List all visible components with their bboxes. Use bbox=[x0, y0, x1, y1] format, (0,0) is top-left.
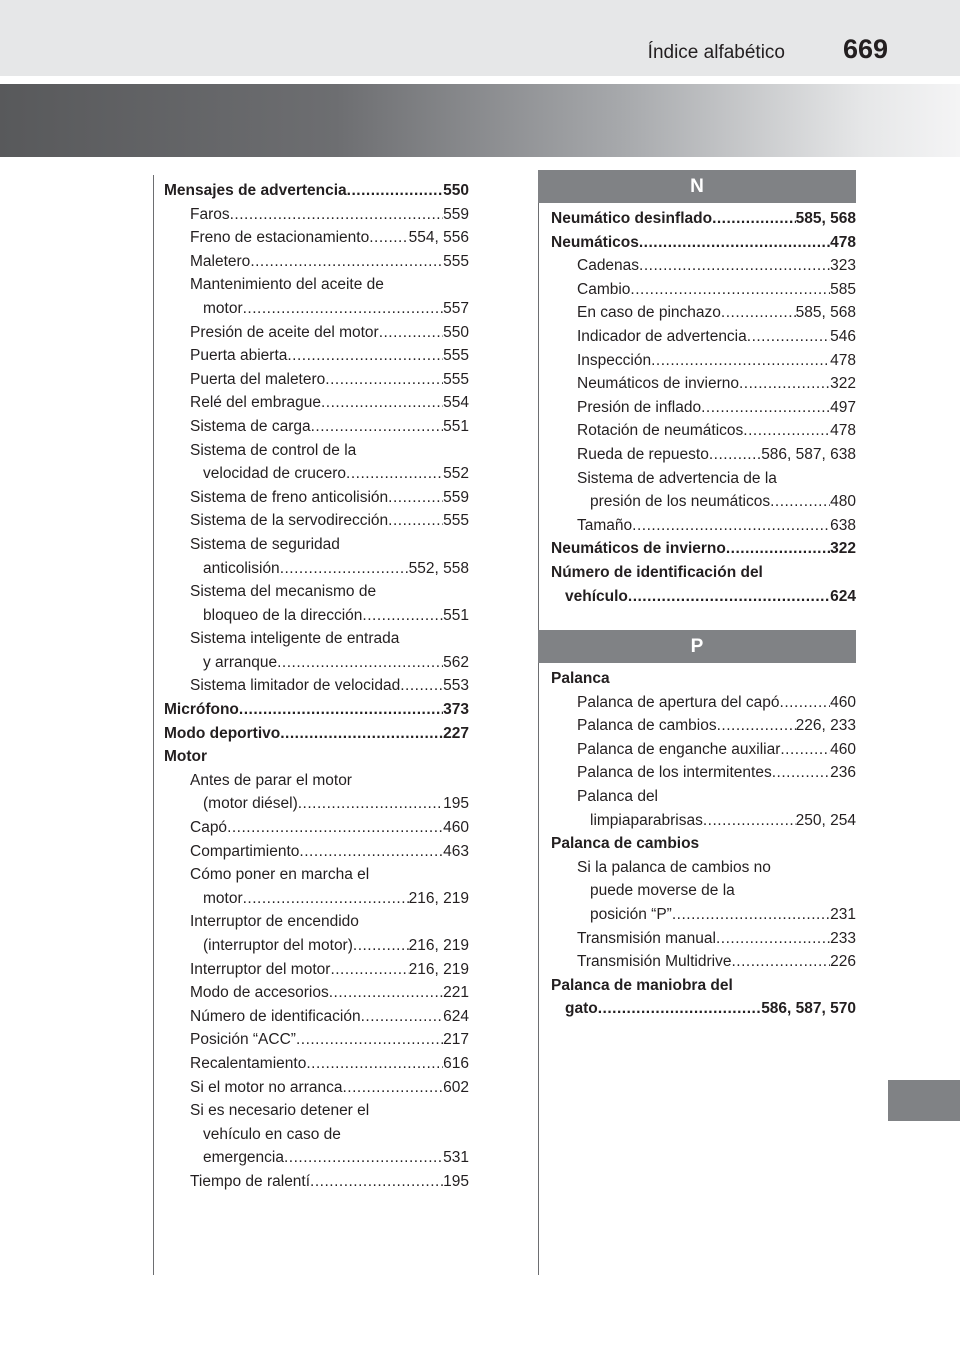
index-entry bbox=[551, 997, 856, 1021]
index-entry-pages: 559 bbox=[443, 488, 469, 506]
index-column-right-n bbox=[551, 207, 856, 608]
index-entry-pages: 480 bbox=[830, 493, 856, 511]
index-entry-pages: 373 bbox=[443, 701, 469, 719]
index-entry-term: Neumáticos de invierno bbox=[577, 375, 739, 393]
index-entry-pages: 497 bbox=[830, 398, 856, 416]
index-entry-term: Sistema limitador de velocidad bbox=[190, 677, 401, 695]
dot-leader bbox=[361, 1005, 444, 1029]
index-entry-term: Indicador de advertencia bbox=[577, 327, 747, 345]
index-entry-term: Número de identificación bbox=[190, 1007, 361, 1025]
index-entry bbox=[551, 396, 856, 420]
index-entry-pages: 554 bbox=[443, 394, 469, 412]
index-subentry-text: Palanca del bbox=[577, 787, 659, 805]
index-entry bbox=[164, 1052, 469, 1076]
dot-leader bbox=[628, 585, 830, 609]
index-entry-term: presión de los neumáticos bbox=[590, 493, 771, 511]
index-entry-term: (motor diésel) bbox=[203, 795, 298, 813]
index-entry-term: Posición “ACC” bbox=[190, 1031, 296, 1049]
index-subentry-text: Si la palanca de cambios no bbox=[577, 858, 771, 876]
dot-leader bbox=[747, 325, 830, 349]
index-entry bbox=[164, 250, 469, 274]
index-entry-pages: 624 bbox=[830, 587, 856, 605]
index-subentry-text: Cómo poner en marcha el bbox=[190, 866, 370, 884]
index-entry-term: motor bbox=[203, 889, 243, 907]
dot-leader bbox=[770, 490, 830, 514]
index-entry bbox=[551, 691, 856, 715]
index-entry-term: Compartimiento bbox=[190, 842, 300, 860]
dot-leader bbox=[321, 391, 443, 415]
index-entry bbox=[551, 537, 856, 561]
page-title: Índice alfabético bbox=[647, 42, 785, 63]
index-entry bbox=[164, 958, 469, 982]
index-entry bbox=[164, 934, 469, 958]
index-entry-pages: 586, 587, 570 bbox=[761, 1000, 856, 1018]
index-entry-term: gato bbox=[565, 1000, 598, 1018]
dot-leader bbox=[379, 321, 443, 345]
index-entry bbox=[551, 950, 856, 974]
index-entry bbox=[164, 1146, 469, 1170]
index-entry-term: Cadenas bbox=[577, 257, 640, 275]
index-entry-pages: 624 bbox=[443, 1007, 469, 1025]
index-entry-pages: 531 bbox=[443, 1149, 469, 1167]
index-entry bbox=[164, 604, 469, 628]
index-entry-pages: 602 bbox=[443, 1078, 469, 1096]
index-entry bbox=[164, 462, 469, 486]
index-entry-term: Maletero bbox=[190, 252, 251, 270]
dot-leader bbox=[362, 604, 443, 628]
index-entry bbox=[551, 927, 856, 951]
index-entry bbox=[164, 179, 469, 203]
index-entry-term: Transmisión manual bbox=[577, 929, 716, 947]
dot-leader bbox=[298, 792, 443, 816]
index-heading: Número de identificación del bbox=[551, 563, 763, 581]
dot-leader bbox=[311, 415, 444, 439]
index-entry-pages: 236 bbox=[830, 764, 856, 782]
dot-leader bbox=[709, 443, 761, 467]
index-entry-pages: 559 bbox=[443, 205, 469, 223]
index-entry-pages: 195 bbox=[443, 795, 469, 813]
dot-leader bbox=[369, 226, 408, 250]
header-band bbox=[0, 0, 960, 76]
index-entry bbox=[551, 903, 856, 927]
dot-leader bbox=[632, 514, 830, 538]
dot-leader bbox=[598, 997, 761, 1021]
index-subentry-text: Antes de parar el motor bbox=[190, 771, 352, 789]
index-entry bbox=[164, 415, 469, 439]
index-entry-term: Tiempo de ralentí bbox=[190, 1172, 311, 1190]
dot-leader bbox=[280, 557, 409, 581]
index-entry-pages: 217 bbox=[443, 1031, 469, 1049]
index-entry bbox=[164, 722, 469, 746]
dot-leader bbox=[743, 419, 830, 443]
dot-leader bbox=[701, 396, 830, 420]
dot-leader bbox=[277, 651, 443, 675]
index-entry-term: Relé del embrague bbox=[190, 394, 321, 412]
index-entry-term: Presión de inflado bbox=[577, 398, 702, 416]
dot-leader bbox=[780, 738, 830, 762]
index-entry bbox=[551, 254, 856, 278]
index-entry-pages: 478 bbox=[830, 233, 856, 251]
index-entry-pages: 585, 568 bbox=[795, 210, 856, 227]
dot-leader bbox=[388, 486, 443, 510]
index-entry bbox=[164, 674, 469, 698]
dot-leader bbox=[639, 231, 830, 255]
index-entry-pages: 585 bbox=[830, 280, 856, 298]
page-number: 669 bbox=[842, 34, 888, 64]
index-entry-term: Rueda de repuesto bbox=[577, 445, 709, 463]
index-entry-pages: 231 bbox=[830, 905, 856, 923]
index-subentry-text: puede moverse de la bbox=[590, 882, 735, 900]
index-entry-pages: 233 bbox=[830, 929, 856, 947]
dot-leader bbox=[325, 368, 443, 392]
index-entry-pages: 227 bbox=[443, 724, 469, 742]
dot-leader bbox=[630, 278, 830, 302]
index-entry-pages: 557 bbox=[443, 299, 469, 317]
index-entry bbox=[551, 207, 856, 231]
index-entry-term: emergencia bbox=[203, 1149, 284, 1167]
dot-leader bbox=[243, 297, 444, 321]
dot-leader bbox=[329, 981, 443, 1005]
dot-leader bbox=[239, 698, 443, 722]
dot-leader bbox=[347, 179, 443, 203]
index-entry bbox=[164, 368, 469, 392]
index-entry-term: Palanca de cambios bbox=[577, 717, 717, 735]
index-entry-pages: 616 bbox=[443, 1054, 469, 1072]
index-entry-pages: 551 bbox=[443, 606, 469, 624]
index-entry-pages: 555 bbox=[443, 347, 469, 365]
index-entry-term: limpiaparabrisas bbox=[590, 811, 703, 829]
index-entry-term: motor bbox=[203, 299, 243, 317]
index-entry bbox=[551, 714, 856, 738]
index-entry-term: Neumático desinflado bbox=[551, 210, 713, 227]
index-entry-pages: 478 bbox=[830, 422, 856, 440]
section-letter-n: N bbox=[538, 170, 856, 203]
index-entry bbox=[164, 297, 469, 321]
dot-leader bbox=[780, 691, 831, 715]
dot-leader bbox=[250, 250, 443, 274]
dot-leader bbox=[287, 344, 443, 368]
dot-leader bbox=[243, 887, 409, 911]
dot-leader bbox=[651, 349, 830, 373]
dot-leader bbox=[721, 301, 796, 325]
index-entry-pages: 555 bbox=[443, 370, 469, 388]
index-entry-pages: 195 bbox=[443, 1172, 469, 1190]
dot-leader bbox=[672, 903, 830, 927]
index-entry-term: Sistema de la servodirección bbox=[190, 512, 389, 530]
index-heading: Palanca de maniobra del bbox=[551, 976, 733, 994]
index-entry-term: Puerta abierta bbox=[190, 347, 288, 365]
index-entry-term: bloqueo de la dirección bbox=[203, 606, 363, 624]
index-entry bbox=[551, 372, 856, 396]
index-entry-pages: 216, 219 bbox=[408, 937, 469, 954]
dot-leader bbox=[726, 537, 830, 561]
index-entry bbox=[164, 1005, 469, 1029]
index-entry-pages: 460 bbox=[443, 819, 469, 837]
index-entry bbox=[551, 514, 856, 538]
dot-leader bbox=[346, 462, 443, 486]
index-heading: Palanca de cambios bbox=[551, 835, 700, 853]
dot-leader bbox=[739, 372, 830, 396]
index-entry bbox=[551, 443, 856, 467]
dot-leader bbox=[280, 722, 443, 746]
index-subentry-text: Sistema de control de la bbox=[190, 441, 357, 459]
index-entry-term: Presión de aceite del motor bbox=[190, 323, 379, 341]
index-entry bbox=[551, 349, 856, 373]
index-subentry-text: Sistema de advertencia de la bbox=[577, 469, 777, 487]
index-entry-term: Interruptor del motor bbox=[190, 960, 331, 978]
index-entry-term: Rotación de neumáticos bbox=[577, 422, 744, 440]
column-rule-left bbox=[153, 175, 154, 1275]
index-entry bbox=[551, 325, 856, 349]
index-entry bbox=[164, 203, 469, 227]
index-entry-pages: 463 bbox=[443, 842, 469, 860]
dot-leader bbox=[227, 816, 443, 840]
index-entry bbox=[551, 419, 856, 443]
index-entry-term: (interruptor del motor) bbox=[203, 937, 353, 954]
index-entry bbox=[164, 391, 469, 415]
index-entry-pages: 550 bbox=[443, 323, 469, 341]
index-column-left bbox=[164, 179, 469, 1194]
index-entry-pages: 460 bbox=[830, 740, 856, 758]
dot-leader bbox=[731, 950, 830, 974]
index-entry-term: Micrófono bbox=[164, 701, 239, 719]
index-entry-pages: 323 bbox=[830, 257, 856, 275]
index-entry bbox=[164, 509, 469, 533]
index-entry-term: Modo deportivo bbox=[164, 724, 281, 742]
index-entry-pages: 555 bbox=[443, 512, 469, 530]
index-subentry-text: vehículo en caso de bbox=[203, 1125, 341, 1143]
index-entry-pages: 322 bbox=[830, 375, 856, 393]
index-entry-pages: 585, 568 bbox=[795, 304, 856, 322]
dot-leader bbox=[353, 934, 409, 958]
index-subentry-text: Sistema del mecanismo de bbox=[190, 583, 377, 601]
index-entry-term: Si el motor no arranca bbox=[190, 1078, 343, 1096]
index-entry bbox=[551, 585, 856, 609]
index-entry-term: Palanca de enganche auxiliar bbox=[577, 740, 781, 758]
index-entry-pages: 221 bbox=[443, 984, 469, 1002]
index-entry bbox=[164, 486, 469, 510]
index-entry-term: anticolisión bbox=[203, 559, 280, 577]
column-rule-middle bbox=[538, 175, 539, 1275]
index-entry-term: Freno de estacionamiento bbox=[190, 229, 370, 247]
index-entry bbox=[164, 840, 469, 864]
index-entry bbox=[551, 490, 856, 514]
index-entry-pages: 551 bbox=[443, 417, 469, 435]
index-entry-term: y arranque bbox=[203, 653, 278, 671]
index-entry-pages: 586, 587, 638 bbox=[761, 445, 856, 463]
index-entry-pages: 216, 219 bbox=[408, 960, 469, 978]
index-entry-pages: 460 bbox=[830, 693, 856, 711]
decorative-gradient-band bbox=[0, 84, 960, 157]
dot-leader bbox=[716, 927, 830, 951]
index-column-right-p bbox=[551, 667, 856, 1021]
index-entry bbox=[551, 278, 856, 302]
index-entry bbox=[551, 809, 856, 833]
section-thumb-tab bbox=[888, 1080, 960, 1121]
index-entry-term: Palanca de los intermitentes bbox=[577, 764, 772, 782]
index-entry-term: vehículo bbox=[565, 587, 628, 605]
index-entry-term: Inspección bbox=[577, 351, 652, 369]
index-entry bbox=[551, 761, 856, 785]
index-entry-term: Mensajes de advertencia bbox=[164, 182, 347, 199]
section-letter-p: P bbox=[538, 630, 856, 663]
index-entry-term: Transmisión Multidrive bbox=[577, 953, 732, 971]
index-subentry-text: Mantenimiento del aceite de bbox=[190, 276, 384, 294]
index-entry bbox=[164, 1076, 469, 1100]
index-entry bbox=[164, 816, 469, 840]
index-entry-pages: 552, 558 bbox=[408, 559, 469, 577]
index-entry bbox=[164, 1028, 469, 1052]
index-entry bbox=[551, 738, 856, 762]
index-entry bbox=[164, 981, 469, 1005]
index-entry-term: Neumáticos bbox=[551, 233, 639, 251]
dot-leader bbox=[330, 958, 408, 982]
dot-leader bbox=[343, 1076, 444, 1100]
index-entry-pages: 554, 556 bbox=[408, 229, 469, 247]
dot-leader bbox=[284, 1146, 443, 1170]
index-entry-pages: 550 bbox=[443, 182, 469, 199]
dot-leader bbox=[299, 840, 443, 864]
index-entry bbox=[164, 651, 469, 675]
dot-leader bbox=[703, 809, 796, 833]
index-entry bbox=[551, 231, 856, 255]
dot-leader bbox=[230, 203, 444, 227]
dot-leader bbox=[296, 1028, 443, 1052]
index-entry-term: Cambio bbox=[577, 280, 631, 298]
index-entry-term: Faros bbox=[190, 205, 230, 223]
index-subentry-text: Sistema inteligente de entrada bbox=[190, 630, 400, 648]
index-entry-pages: 226, 233 bbox=[795, 717, 856, 735]
dot-leader bbox=[639, 254, 830, 278]
dot-leader bbox=[772, 761, 830, 785]
index-entry bbox=[164, 887, 469, 911]
dot-leader bbox=[717, 714, 796, 738]
index-entry-pages: 216, 219 bbox=[408, 889, 469, 907]
dot-leader bbox=[310, 1170, 443, 1194]
index-entry-pages: 546 bbox=[830, 327, 856, 345]
index-entry-term: Neumáticos de invierno bbox=[551, 540, 726, 558]
index-entry bbox=[164, 1170, 469, 1194]
index-entry bbox=[164, 344, 469, 368]
index-subentry-text: Interruptor de encendido bbox=[190, 913, 359, 931]
index-subentry-text: Si es necesario detener el bbox=[190, 1102, 370, 1120]
index-heading: Palanca bbox=[551, 670, 610, 687]
index-entry-term: Sistema de carga bbox=[190, 417, 311, 435]
index-entry-pages: 250, 254 bbox=[795, 811, 856, 829]
index-entry-term: velocidad de crucero bbox=[203, 465, 347, 483]
index-entry-pages: 322 bbox=[830, 540, 856, 558]
index-entry-term: Tamaño bbox=[577, 516, 633, 534]
index-entry bbox=[164, 226, 469, 250]
index-entry-pages: 553 bbox=[443, 677, 469, 695]
index-subentry-text: Sistema de seguridad bbox=[190, 535, 340, 553]
index-entry-term: Sistema de freno anticolisión bbox=[190, 488, 389, 506]
index-entry-term: En caso de pinchazo bbox=[577, 304, 721, 322]
dot-leader bbox=[712, 207, 796, 231]
index-entry-pages: 638 bbox=[830, 516, 856, 534]
index-entry-term: Palanca de apertura del capó bbox=[577, 693, 780, 711]
index-entry bbox=[164, 557, 469, 581]
dot-leader bbox=[306, 1052, 443, 1076]
index-entry bbox=[164, 792, 469, 816]
index-entry-term: posición “P” bbox=[590, 905, 672, 923]
index-entry bbox=[164, 698, 469, 722]
index-heading: Motor bbox=[164, 748, 208, 766]
dot-leader bbox=[388, 509, 443, 533]
index-entry-pages: 478 bbox=[830, 351, 856, 369]
index-entry bbox=[164, 321, 469, 345]
index-entry-term: Modo de accesorios bbox=[190, 984, 329, 1002]
index-entry bbox=[551, 301, 856, 325]
index-entry-term: Capó bbox=[190, 819, 228, 837]
index-entry-pages: 552 bbox=[443, 465, 469, 483]
index-entry-pages: 562 bbox=[443, 653, 469, 671]
index-entry-pages: 226 bbox=[830, 953, 856, 971]
index-entry-term: Recalentamiento bbox=[190, 1054, 307, 1072]
dot-leader bbox=[400, 674, 443, 698]
index-entry-term: Puerta del maletero bbox=[190, 370, 326, 388]
index-entry-pages: 555 bbox=[443, 252, 469, 270]
